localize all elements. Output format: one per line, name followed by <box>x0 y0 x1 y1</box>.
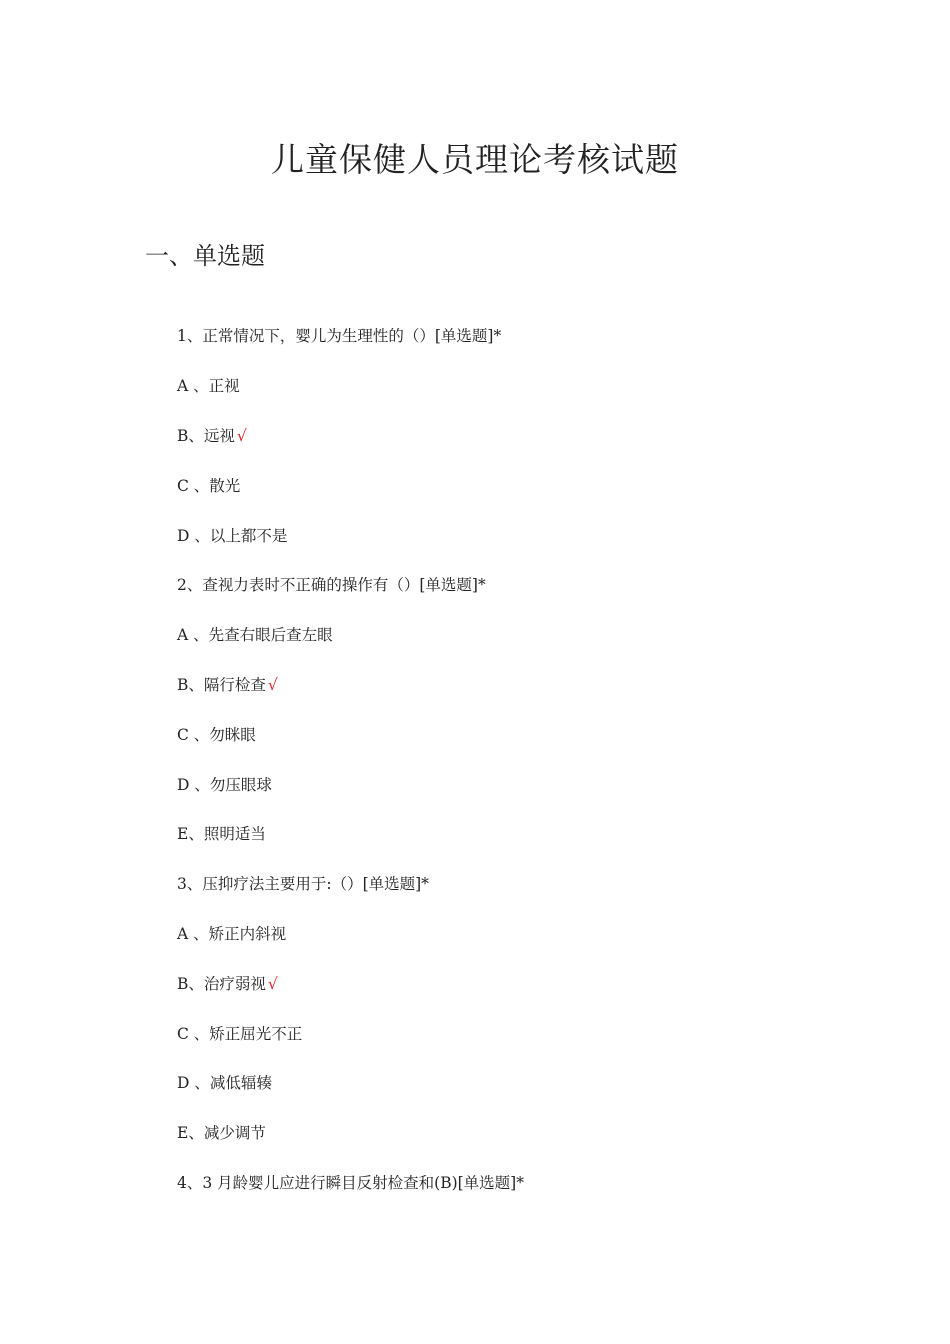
line-text: D 、勿压眼球 <box>177 776 272 794</box>
correct-check-icon: √ <box>236 427 247 445</box>
option-2a <box>177 623 333 647</box>
section-heading: 一、单选题 <box>145 242 265 270</box>
line-text: B、隔行检查 <box>177 676 266 694</box>
option-3c <box>177 1022 302 1046</box>
line-text: A 、先查右眼后查左眼 <box>177 626 333 644</box>
question-4 <box>177 1171 524 1195</box>
option-2e <box>177 822 266 846</box>
option-1d <box>177 524 287 548</box>
option-1c <box>177 474 240 498</box>
option-3b <box>177 972 278 996</box>
line-text: C 、勿眯眼 <box>177 726 256 744</box>
line-text: A 、正视 <box>177 377 240 395</box>
line-text: C 、散光 <box>177 477 241 495</box>
line-text: E、照明适当 <box>177 825 266 843</box>
question-1 <box>177 324 501 348</box>
correct-check-icon: √ <box>267 975 278 993</box>
page-title: 儿童保健人员理论考核试题 <box>271 140 679 179</box>
line-text: B、远视 <box>177 427 235 445</box>
option-2b <box>177 673 278 697</box>
line-text: D 、以上都不是 <box>177 527 288 545</box>
line-text: B、治疗弱视 <box>177 975 266 993</box>
question-2 <box>177 573 486 597</box>
option-3d <box>177 1071 272 1095</box>
option-2d <box>177 773 272 797</box>
line-text: 2、查视力表时不正确的操作有（）[单选题]* <box>177 576 486 594</box>
line-text: E、减少调节 <box>177 1124 266 1142</box>
option-1b <box>177 424 247 448</box>
option-2c <box>177 723 256 747</box>
question-3 <box>177 872 429 896</box>
line-text: D 、减低辐辏 <box>177 1074 272 1092</box>
option-3e <box>177 1121 266 1145</box>
line-text: C 、矫正屈光不正 <box>177 1025 303 1043</box>
correct-check-icon: √ <box>267 676 278 694</box>
line-text: 4、3 月龄婴儿应进行瞬目反射检查和(B)[单选题]* <box>177 1174 524 1192</box>
option-1a <box>177 374 240 398</box>
line-text: 3、压抑疗法主要用于:（）[单选题]* <box>177 875 429 893</box>
option-3a <box>177 922 286 946</box>
line-text: 1、正常情况下，婴儿为生理性的（）[单选题]* <box>177 327 502 345</box>
line-text: A 、矫正内斜视 <box>177 925 287 943</box>
